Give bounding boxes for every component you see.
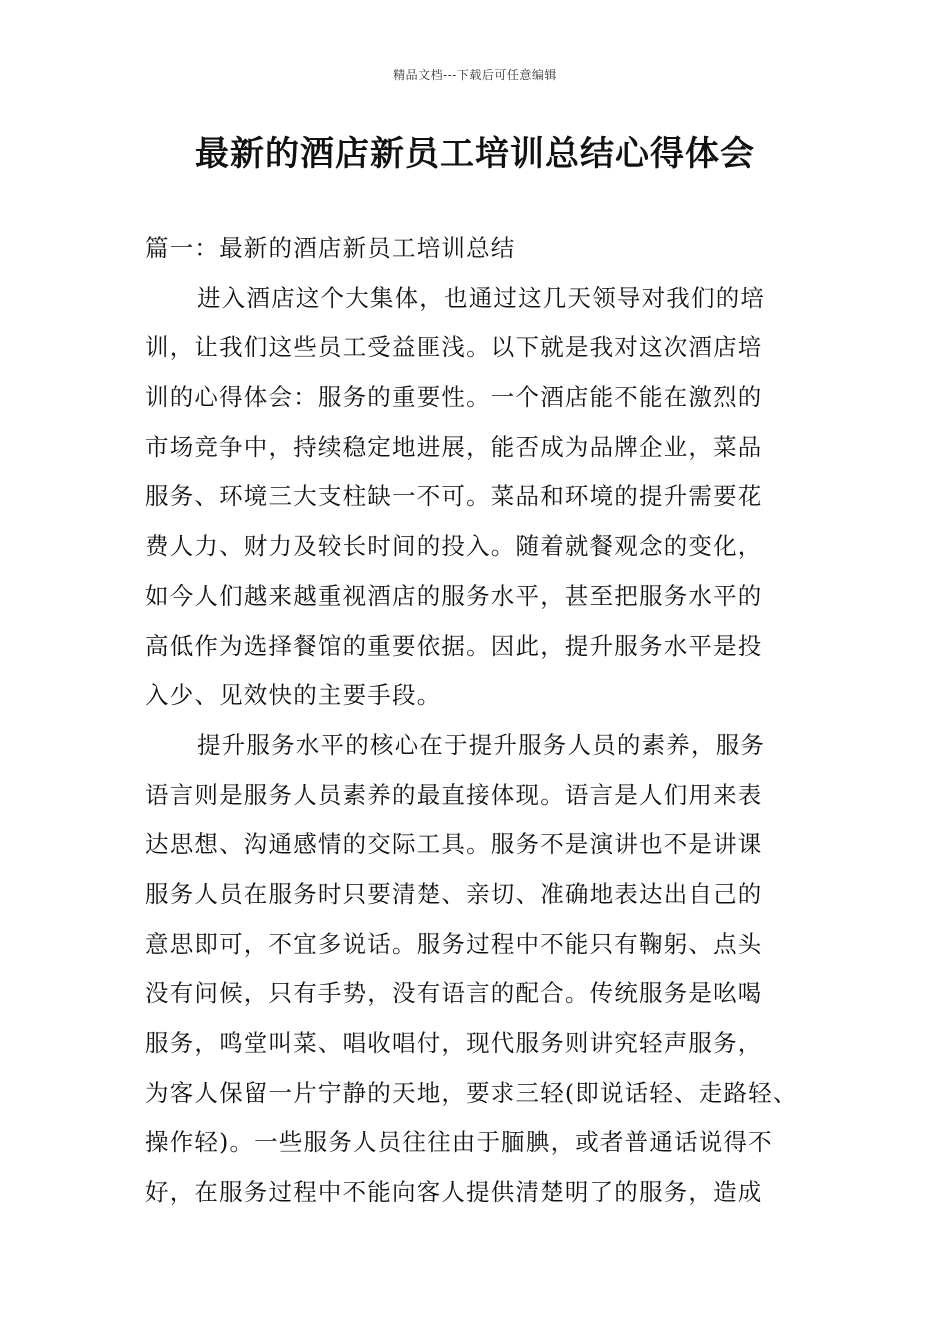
page-header: 精品文档---下载后可任意编辑 [393, 68, 557, 82]
text-line: 进入酒店这个大集体，也通过这几天领导对我们的培 [197, 283, 766, 312]
section-heading: 篇一：最新的酒店新员工培训总结 [145, 234, 516, 262]
text-line: 好，在服务过程中不能向客人提供清楚明了的服务，造成 [145, 1178, 763, 1207]
document-body [145, 224, 810, 1218]
text-line: 高低作为选择餐馆的重要依据。因此，提升服务水平是投 [145, 631, 763, 660]
text-line: 费人力、财力及较长时间的投入。随着就餐观念的变化， [145, 532, 763, 561]
text-line: 服务人员在服务时只要清楚、亲切、准确地表达出自己的 [145, 879, 763, 908]
text-line: 训的心得体会：服务的重要性。一个酒店能不能在激烈的 [145, 383, 763, 412]
text-line: 市场竞争中，持续稳定地进展，能否成为品牌企业，菜品 [145, 432, 763, 461]
document-title: 最新的酒店新员工培训总结心得体会 [195, 134, 755, 174]
paragraph-2 [145, 721, 810, 1218]
paragraph-1 [145, 274, 810, 721]
text-line: 没有问候，只有手势，没有语言的配合。传统服务是吆喝 [145, 979, 763, 1008]
text-line: 意思即可，不宜多说话。服务过程中不能只有鞠躬、点头 [145, 929, 763, 958]
text-line: 服务，鸣堂叫菜、唱收唱付，现代服务则讲究轻声服务， [145, 1029, 763, 1057]
text-line: 如今人们越来越重视酒店的服务水平，甚至把服务水平的 [145, 581, 763, 610]
text-line: 入少、见效快的主要手段。 [145, 681, 442, 710]
text-line: 提升服务水平的核心在于提升服务人员的素养，服务 [197, 730, 766, 759]
text-line: 操作轻)。一些服务人员往往由于腼腆，或者普通话说得不 [145, 1128, 773, 1157]
text-line: 为客人保留一片宁静的天地，要求三轻(即说话轻、走路轻、 [145, 1078, 798, 1107]
text-line: 训，让我们这些员工受益匪浅。以下就是我对这次酒店培 [145, 333, 763, 362]
text-line: 语言则是服务人员素养的最直接体现。语言是人们用来表 [145, 780, 763, 809]
text-line: 达思想、沟通感情的交际工具。服务不是演讲也不是讲课 [145, 830, 763, 859]
text-line: 服务、环境三大支柱缺一不可。菜品和环境的提升需要花 [145, 482, 763, 511]
